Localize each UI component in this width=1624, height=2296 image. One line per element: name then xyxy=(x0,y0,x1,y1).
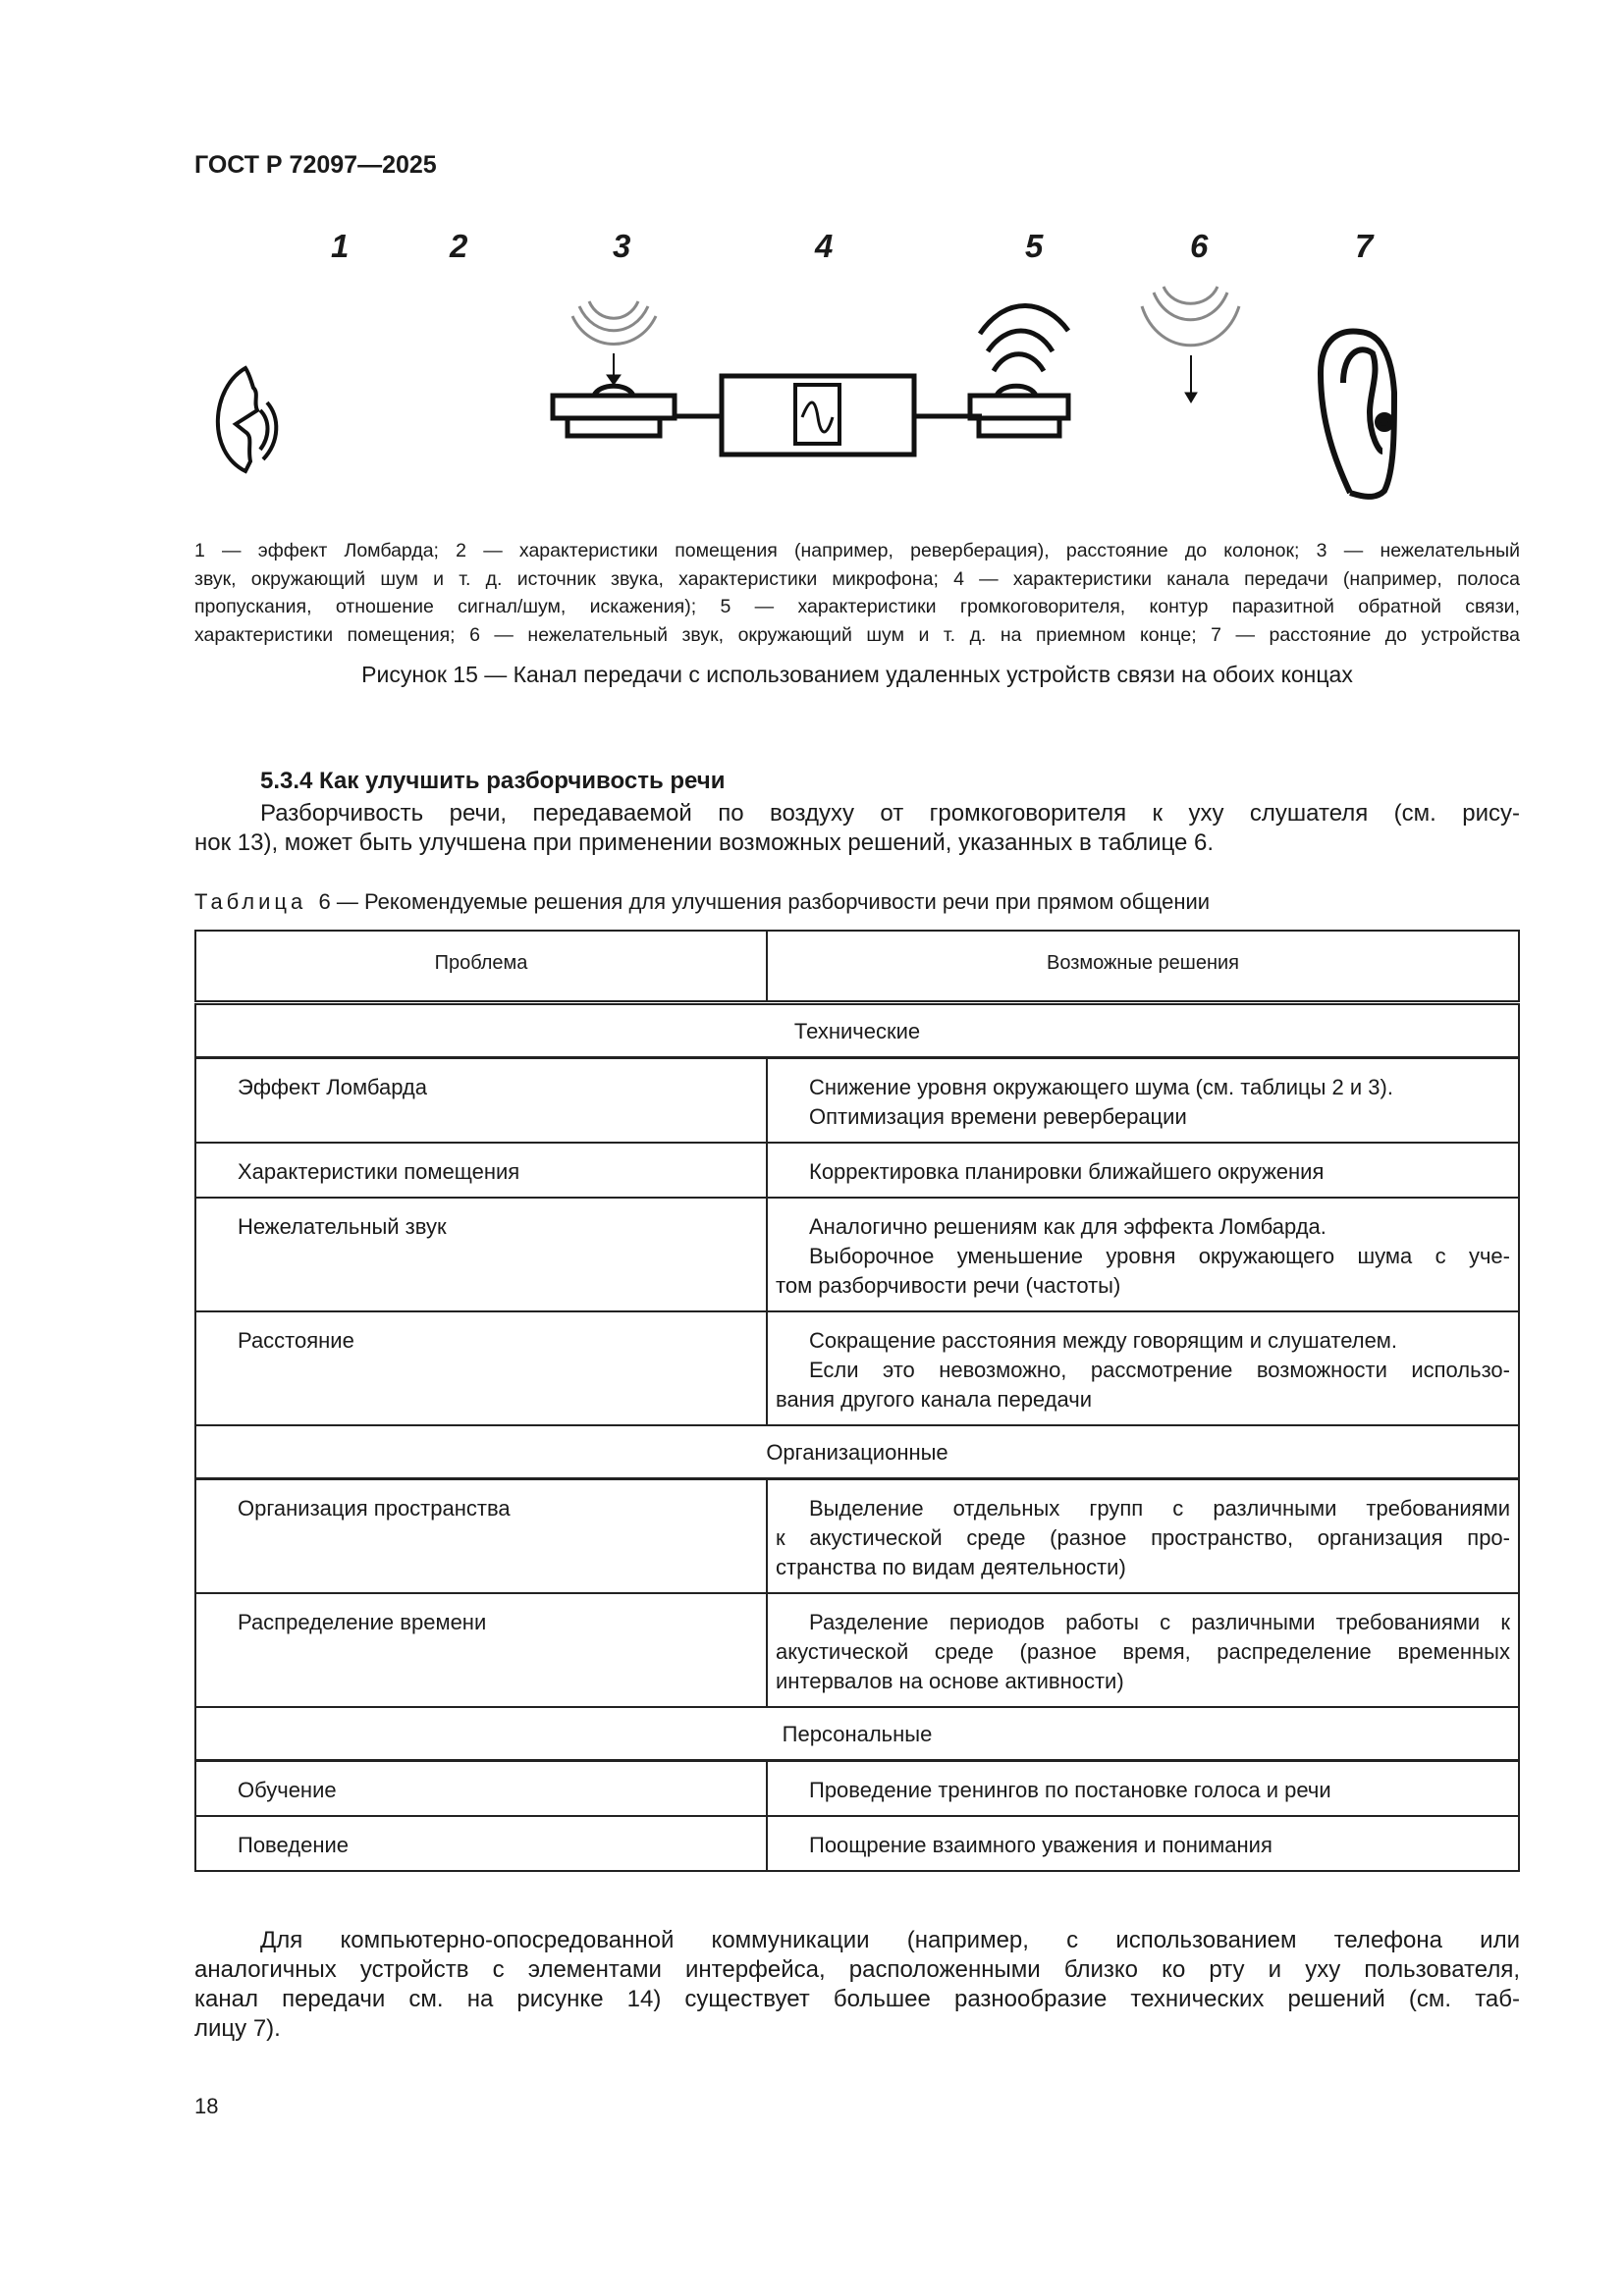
group-label: Организационные xyxy=(195,1425,1519,1479)
speaking-head-icon xyxy=(218,368,276,471)
page-number: 18 xyxy=(194,2094,219,2118)
legend-line: звук, окружающий шум и т. д. источник звука, характеристики микрофона; 4 — характеристики канала передачи (например, полоса xyxy=(194,567,1520,590)
problem-cell: Эффект Ломбарда xyxy=(195,1058,767,1144)
figure-label: 5 xyxy=(1025,228,1044,264)
solution-line: странства по видам деятельности) xyxy=(776,1555,1126,1579)
paragraph-line: канал передачи см. на рисунке 14) существует большее разнообразие технических решений (см. таб- xyxy=(194,1986,1520,2012)
solution-line: Корректировка планировки ближайшего окружения xyxy=(809,1159,1325,1184)
solution-line: Проведение тренингов по постановке голоса и речи xyxy=(809,1778,1331,1802)
figure-label: 6 xyxy=(1190,228,1209,264)
table-group-row xyxy=(195,1425,1519,1479)
paragraph xyxy=(194,1926,1520,2044)
table-group-row xyxy=(195,1003,1519,1058)
table-row xyxy=(195,1816,1519,1871)
group-label: Персональные xyxy=(195,1707,1519,1761)
figure-legend xyxy=(194,537,1520,649)
figure-label: 2 xyxy=(450,228,468,264)
document-header: ГОСТ Р 72097—2025 xyxy=(194,151,437,179)
paragraph-line: нок 13), может быть улучшена при применении возможных решений, указанных в таблице 6. xyxy=(194,829,1215,856)
legend-line: характеристики помещения; 6 — нежелательный звук, окружающий шум и т. д. на приемном конце; 7 — расстояние до устройства xyxy=(194,623,1520,646)
table-row xyxy=(195,1198,1519,1311)
solution-cell xyxy=(767,1143,1519,1198)
paragraph-line: Разборчивость речи, передаваемой по воздуху от громкоговорителя к уху слушателя (см. рису- xyxy=(260,800,1520,827)
figure-label: 4 xyxy=(815,228,834,264)
solution-cell xyxy=(767,1593,1519,1707)
solution-line: интервалов на основе активности) xyxy=(776,1669,1124,1693)
noise-arrow-icon xyxy=(1142,287,1239,402)
group-label: Технические xyxy=(195,1003,1519,1058)
paragraph-line: аналогичных устройств с элементами интерфейса, расположенными близко ко рту и уху пользователя, xyxy=(194,1956,1520,1983)
solution-cell xyxy=(767,1311,1519,1425)
table-row xyxy=(195,1479,1519,1594)
table-title-text: 6 — Рекомендуемые решения для улучшения разборчивости речи при прямом общении xyxy=(318,889,1211,914)
solution-line: Выделение отдельных групп с различными требованиями xyxy=(809,1496,1510,1521)
paragraph-line: Для компьютерно-опосредованной коммуникации (например, с использованием телефона или xyxy=(260,1927,1520,1953)
legend-line: пропускания, отношение сигнал/шум, искажения); 5 — характеристики громкоговорителя, контур паразитной обратной связи, xyxy=(194,596,1520,617)
solution-line: акустической среде (разное время, распределение временных xyxy=(776,1639,1510,1664)
solution-line: вания другого канала передачи xyxy=(776,1387,1093,1412)
transmission-channel-figure xyxy=(0,0,1624,530)
solution-cell xyxy=(767,1058,1519,1144)
transmission-channel-icon xyxy=(722,376,982,454)
problem-cell: Организация пространства xyxy=(195,1479,767,1594)
table-row xyxy=(195,1593,1519,1707)
solution-line: к акустической среде (разное пространство, организация про- xyxy=(776,1525,1510,1550)
table-header-row xyxy=(195,931,1519,1003)
table-title-prefix: Таблица xyxy=(194,889,307,914)
solution-line: Выборочное уменьшение уровня окружающего шума с уче- xyxy=(809,1244,1510,1268)
problem-cell: Характеристики помещения xyxy=(195,1143,767,1198)
table-row xyxy=(195,1761,1519,1817)
solution-line: Поощрение взаимного уважения и понимания xyxy=(809,1833,1272,1857)
figure-caption: Рисунок 15 — Канал передачи с использованием удаленных устройств связи на обоих концах xyxy=(361,662,1353,687)
solution-line: Аналогично решениям как для эффекта Ломбарда. xyxy=(809,1214,1326,1239)
loudspeaker-icon xyxy=(970,305,1068,436)
solution-line: том разборчивости речи (частоты) xyxy=(776,1273,1121,1298)
legend-line: 1 — эффект Ломбарда; 2 — характеристики помещения (например, реверберация), расстояние до колонок; 3 — нежелательный xyxy=(194,540,1520,561)
section-heading: 5.3.4 Как улучшить разборчивость речи xyxy=(260,768,726,794)
solution-cell xyxy=(767,1198,1519,1311)
figure-label: 7 xyxy=(1355,228,1374,264)
paragraph-line: лицу 7). xyxy=(194,2015,281,2042)
problem-cell: Поведение xyxy=(195,1816,767,1871)
solution-line: Сокращение расстояния между говорящим и слушателем. xyxy=(809,1328,1398,1353)
problem-cell: Обучение xyxy=(195,1761,767,1817)
paragraph xyxy=(194,799,1520,858)
ear-icon xyxy=(1321,331,1394,496)
solution-line: Разделение периодов работы с различными требованиями к xyxy=(809,1610,1510,1634)
problem-cell: Распределение времени xyxy=(195,1593,767,1707)
figure-label: 3 xyxy=(613,228,631,264)
column-header-problem: Проблема xyxy=(195,931,767,1003)
column-header-solutions: Возможные решения xyxy=(767,931,1519,1003)
microphone-icon xyxy=(553,301,722,436)
solutions-table xyxy=(194,930,1520,1872)
table-group-row xyxy=(195,1707,1519,1761)
problem-cell: Нежелательный звук xyxy=(195,1198,767,1311)
solution-line: Снижение уровня окружающего шума (см. таблицы 2 и 3). xyxy=(809,1075,1393,1099)
table-row xyxy=(195,1311,1519,1425)
figure-label: 1 xyxy=(331,228,350,264)
solution-cell xyxy=(767,1761,1519,1817)
problem-cell: Расстояние xyxy=(195,1311,767,1425)
solution-line: Оптимизация времени реверберации xyxy=(809,1104,1187,1129)
solution-line: Если это невозможно, рассмотрение возможности использо- xyxy=(809,1358,1510,1382)
table-title xyxy=(194,889,1210,915)
table-row xyxy=(195,1143,1519,1198)
solution-cell xyxy=(767,1479,1519,1594)
solution-cell xyxy=(767,1816,1519,1871)
table-row xyxy=(195,1058,1519,1144)
